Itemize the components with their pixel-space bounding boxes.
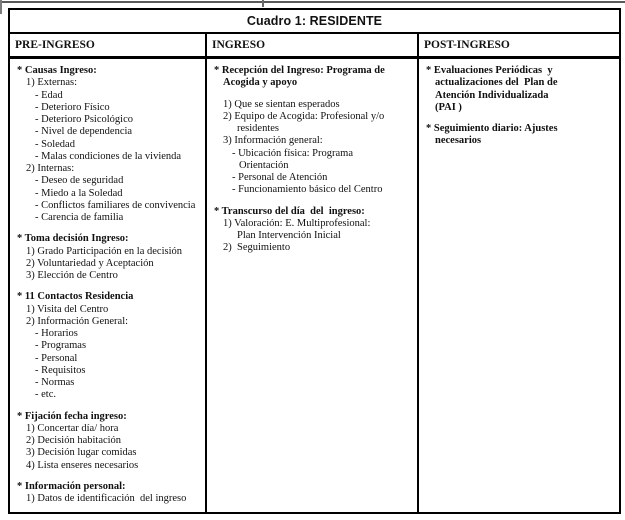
text-line: (PAI ) bbox=[435, 101, 462, 113]
text-line: residentes bbox=[237, 123, 279, 134]
table-body-row bbox=[10, 59, 619, 512]
text-line: - etc. bbox=[35, 389, 56, 401]
scan-artifact-tick bbox=[262, 0, 264, 7]
text-line: * Información personal: bbox=[17, 480, 126, 492]
text-line: - Malas condiciones de la vivienda bbox=[35, 150, 182, 162]
text-line: - Ubicación física: Programa bbox=[232, 147, 353, 159]
table-title-row bbox=[10, 10, 619, 34]
text-line: - Personal de Atención bbox=[232, 172, 328, 183]
spacer-line bbox=[16, 282, 202, 291]
text-line: * Recepción del Ingreso: Programa de bbox=[214, 65, 385, 76]
text-line: 1) Datos de identificación del ingreso bbox=[26, 493, 187, 504]
text-line: 2) Equipo de Acogida: Profesional y/o bbox=[223, 110, 385, 122]
text-line: - Normas bbox=[35, 377, 75, 388]
text-line: 3) Decisión lugar comidas bbox=[26, 447, 137, 459]
text-line: - Personal bbox=[35, 352, 78, 364]
text-line: - Edad bbox=[35, 89, 63, 101]
text-line: - Programas bbox=[35, 340, 87, 352]
text-line: - Conflictos familiares de convivencia bbox=[35, 199, 196, 211]
scan-artifact-left-line bbox=[0, 0, 2, 14]
text-line: - Nivel de dependencia bbox=[35, 126, 133, 138]
text-line: Plan Intervención Inicial bbox=[237, 230, 341, 241]
text-line: actualizaciones del Plan de bbox=[435, 77, 558, 89]
spacer-line bbox=[425, 114, 616, 123]
header-ingreso: INGRESO bbox=[207, 34, 419, 56]
spacer-line bbox=[213, 90, 414, 99]
text-line: - Carencia de familia bbox=[35, 212, 124, 223]
text-line: - Deseo de seguridad bbox=[35, 175, 124, 187]
column-ingreso bbox=[207, 59, 419, 512]
text-line: * Transcurso del día del ingreso: bbox=[214, 205, 365, 217]
text-line: 1) Grado Participación en la decisión bbox=[26, 245, 182, 257]
scan-artifact-top-line bbox=[0, 1, 625, 3]
text-line: Atención Individualizada bbox=[435, 89, 549, 101]
text-line: * Causas Ingreso: bbox=[17, 65, 97, 76]
text-line: 2) Seguimiento bbox=[223, 242, 291, 254]
table-title: Cuadro 1: RESIDENTE bbox=[246, 14, 383, 28]
text-line: 3) Elección de Centro bbox=[26, 270, 118, 281]
column-post-ingreso bbox=[419, 59, 619, 512]
spacer-line bbox=[16, 224, 202, 233]
text-line: 1) Valoración: E. Multiprofesional: bbox=[223, 217, 371, 229]
text-line: 2) Internas: bbox=[26, 163, 75, 174]
header-post-ingreso: POST-INGRESO bbox=[424, 39, 510, 51]
column-pre-ingreso bbox=[10, 59, 207, 512]
text-line: * Seguimiento diario: Ajustes bbox=[426, 123, 558, 134]
text-line: 3) Información general: bbox=[223, 135, 323, 147]
text-line: - Requisitos bbox=[35, 364, 86, 376]
text-line: * Toma decisión Ingreso: bbox=[17, 233, 129, 245]
text-line: - Miedo a la Soledad bbox=[35, 187, 123, 199]
text-line: - Horarios bbox=[35, 328, 78, 339]
text-line: * Evaluaciones Periódicas y bbox=[426, 65, 553, 76]
text-line: - Soledad bbox=[35, 138, 75, 150]
text-line: 1) Visita del Centro bbox=[26, 303, 109, 315]
text-line: - Funcionamiento básico del Centro bbox=[232, 184, 383, 196]
text-line: - Deterioro Psicológico bbox=[35, 114, 133, 125]
text-line: 2) Decisión habitación bbox=[26, 435, 122, 446]
residente-table bbox=[8, 8, 621, 514]
text-line: - Deterioro Físico bbox=[35, 101, 110, 113]
text-line: 4) Lista enseres necesarios bbox=[26, 459, 139, 471]
text-line: 2) Voluntariedad y Aceptación bbox=[26, 257, 154, 269]
text-line: necesarios bbox=[435, 135, 482, 147]
text-line: Orientación bbox=[239, 159, 289, 171]
text-line: * Fijación fecha ingreso: bbox=[17, 410, 127, 422]
spacer-line bbox=[213, 197, 414, 206]
text-line: 1) Que se sientan esperados bbox=[223, 98, 340, 110]
text-line: 2) Información General: bbox=[26, 315, 129, 327]
table-header-row bbox=[10, 34, 619, 59]
text-line: 1) Externas: bbox=[26, 77, 78, 89]
text-line: Acogida y apoyo bbox=[223, 77, 298, 89]
spacer-line bbox=[16, 472, 202, 481]
text-line: 1) Concertar día/ hora bbox=[26, 422, 119, 434]
text-line: * 11 Contactos Residencia bbox=[17, 291, 134, 303]
spacer-line bbox=[16, 402, 202, 411]
header-pre-ingreso: PRE-INGRESO bbox=[10, 34, 207, 56]
